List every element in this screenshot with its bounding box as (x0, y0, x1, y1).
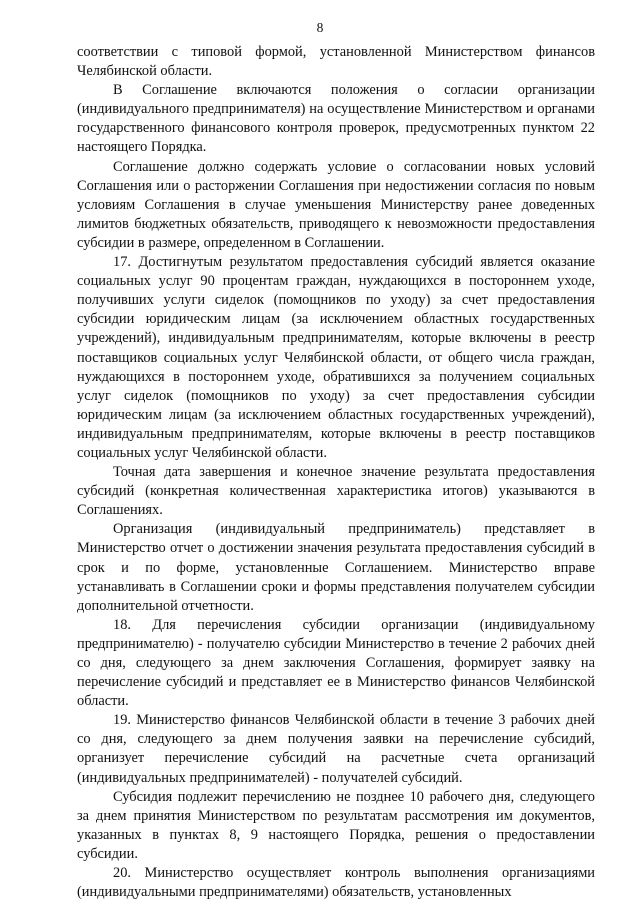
document-body (77, 43, 595, 902)
paragraph-inspection-consent: В Соглашение включаются положения о согласии организации (индивидуального предпринимателя) на осуществление Министерством и органами государственного финансового контроля проверок, предусмотренных пунктом 22 настоящего Порядка. (77, 82, 595, 156)
paragraph-item-17: 17. Достигнутым результатом предоставления субсидий является оказание социальных услуг 90 процентам граждан, нуждающихся в постороннем уходе, получивших услуги сиделок (помощников по уходу) за счет предоставления субсидии юридическим лицам (за исключением областных государственных учреждений), индивидуальным предпринимателям, которые включены в реестр поставщиков социальных услуг Челябинской области, от общего числа граждан, нуждающихся в постороннем уходе, обратившихся за получением социальных услуг сиделок (помощников по уходу) за счет предоставления субсидии юридическим лицам (за исключением областных государственных учреждений), индивидуальным предпринимателям, которые включены в реестр поставщиков социальных услуг Челябинской области. (77, 254, 595, 461)
paragraph-item-20: 20. Министерство осуществляет контроль выполнения организациями (индивидуальными предпринимателями) обязательств, установленных (77, 865, 595, 901)
paragraph-item-18: 18. Для перечисления субсидии организации (индивидуальному предпринимателю) - получателю субсидии Министерство в течение 2 рабочих дней со дня, следующего за днем заключения Соглашения, формирует заявку на перечисление субсидий и представляет ее в Министерство финансов Челябинской области. (77, 616, 595, 710)
paragraph-transfer-deadline: Субсидия подлежит перечислению не позднее 10 рабочего дня, следующего за днем принятия Министерством по результатам рассмотрения им документов, указанных в пунктах 8, 9 настоящего Порядка, решения о предоставлении субсидии. (77, 788, 595, 862)
page-number: 8 (316, 20, 324, 35)
paragraph-agreement-conditions: Соглашение должно содержать условие о согласовании новых условий Соглашения или о расторжении Соглашения при недостижении согласия по новым условиям Соглашения в случае уменьшения Министерству ранее доведенных лимитов бюджетных обязательств, приводящего к невозможности предоставления субсидии в размере, определенном в Соглашении. (77, 158, 595, 251)
paragraph-item-19: 19. Министерство финансов Челябинской области в течение 3 рабочих дней со дня, следующего за днем получения заявки на перечисление субсидий, организует перечисление субсидий на расчетные счета организаций (индивидуальных предпринимателей) - получателей субсидий. (77, 712, 595, 786)
paragraph-result-date: Точная дата завершения и конечное значение результата предоставления субсидий (конкретная количественная характеристика итогов) указываются в Соглашениях. (77, 464, 595, 519)
paragraph-continuation: соответствии с типовой формой, установленной Министерством финансов Челябинской области. (77, 44, 595, 80)
paragraph-report: Организация (индивидуальный предприниматель) представляет в Министерство отчет о достижении значения результата предоставления субсидий в срок и по форме, установленные Соглашением. Министерство вправе устанавливать в Соглашении сроки и формы представления получателем субсидии дополнительной отчетности. (77, 521, 595, 614)
